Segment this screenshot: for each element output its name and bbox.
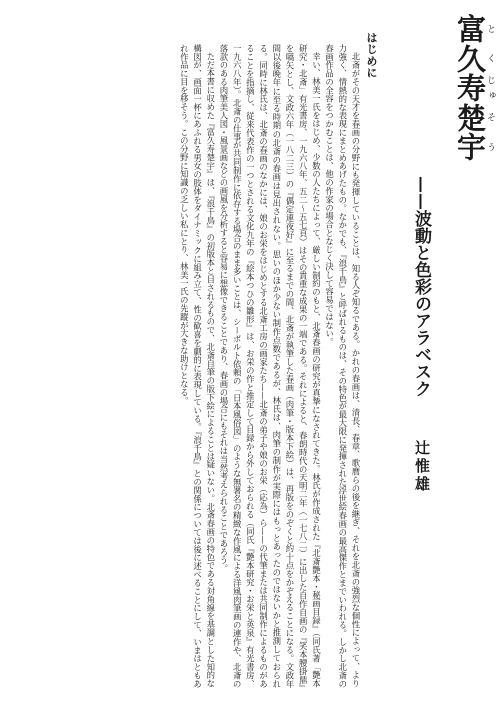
title-char-5: 宇う: [453, 132, 495, 162]
paragraph-3: ただ本書に収めた『富久寿楚宇』は、『浪千鳥』の初版本と目されるもので、北斎自筆の版下絵によることは疑いない。北斎春画の特色である対角線を基調とした知的な構図が、画面一杯にあふれる男女の肢体をダイナミックに組み立て、性の歓喜を劇的に表現している。『浪千鳥』との関係については後に述べることにして、いまはともあれ作品に目を移そう。この分野に知識の乏しい私にとり、林美一氏の先蹤が大きな助けとなる。: [179, 44, 216, 688]
title-char-3: 寿じゅ: [453, 73, 495, 103]
body-text: [28, 44, 362, 688]
section-heading: はじめに: [365, 32, 378, 79]
author-name: 辻惟雄: [413, 440, 431, 494]
paragraph-1: 北斎がその天才を春画の分野にも発揮していることは、知る人ぞ知るである。かれの春画は、清長、春章、歌麿らの後を継ぎ、それを北斎の強烈な個性によって、より力強く、情熱的な表現にまとめあげたもの。なかでも、『浪千鳥』と呼ばれるものは、その特色が最大限に発揮された浮世絵春画の最高傑作とまでいわれる。しかし北斎の春画作品の全容をつかむことは、他の作家の場合となじく決して容易ではない。: [324, 44, 361, 688]
paragraph-2: 幸い、林美一氏をはじめ、少数の人たちによって、厳しい制約のもと、北斎春画の研究が真摯になされてきた。林氏が作成された『北斎艶本・秘画目録』（同氏著「艶本研究・北斎」有光書房、一九六八年、五二〜五七頁）はその貴重な成果の一端である。それによると、春朗時代の天明二年（一七八二）に出した自作自画の『笑本腰掛鼎』を嚆矢とし、文政六年（一八二三）の『偶定連夜好』に至るまでの間、北斎が執筆した春画（肉筆・版本下絵）は、再版をのぞくと約十点をかぞえることになる。文政年間以後晩年に至る時期の北斎の春画は見出されない。思いのほか少ない制作点数であるが、林氏は、肉筆の制作が実際にはもっとあったのではないかと推測しておられる。同時に林氏は、北斎の春画のなかには、娘のお栄をはじめとする北斎工房の画家たち——北斎の弟子や娘のお栄（応為）ら——の代筆または共同制作によるものがあることを指摘し、従来代表作の一つとされる文化九年の『絵本つひの雛形』は、お栄の作と推定して目録から外しておられる（同氏『艶本研究・お栄と英泉』有光書房、一九六八年）。北斎の仕事が共同制作に依存する場合のまま多いことは、シーボルト依頼の「日本風俗図」のような無署名の精緻な作風による洋風肉筆画の連作や、北斎の落款のある肉筆美人図・風景画などの画風を分析すると容易に想像できることであり、春画の場合にもそれは当然考えられることであろう。: [218, 44, 322, 688]
title-char-2: 久く: [453, 43, 495, 74]
title-char-4: 楚そ: [453, 102, 495, 133]
book-subtitle: ——波動と色彩のアラベスク: [411, 176, 431, 397]
book-title: [452, 14, 495, 162]
title-char-1: 富と: [453, 14, 495, 44]
